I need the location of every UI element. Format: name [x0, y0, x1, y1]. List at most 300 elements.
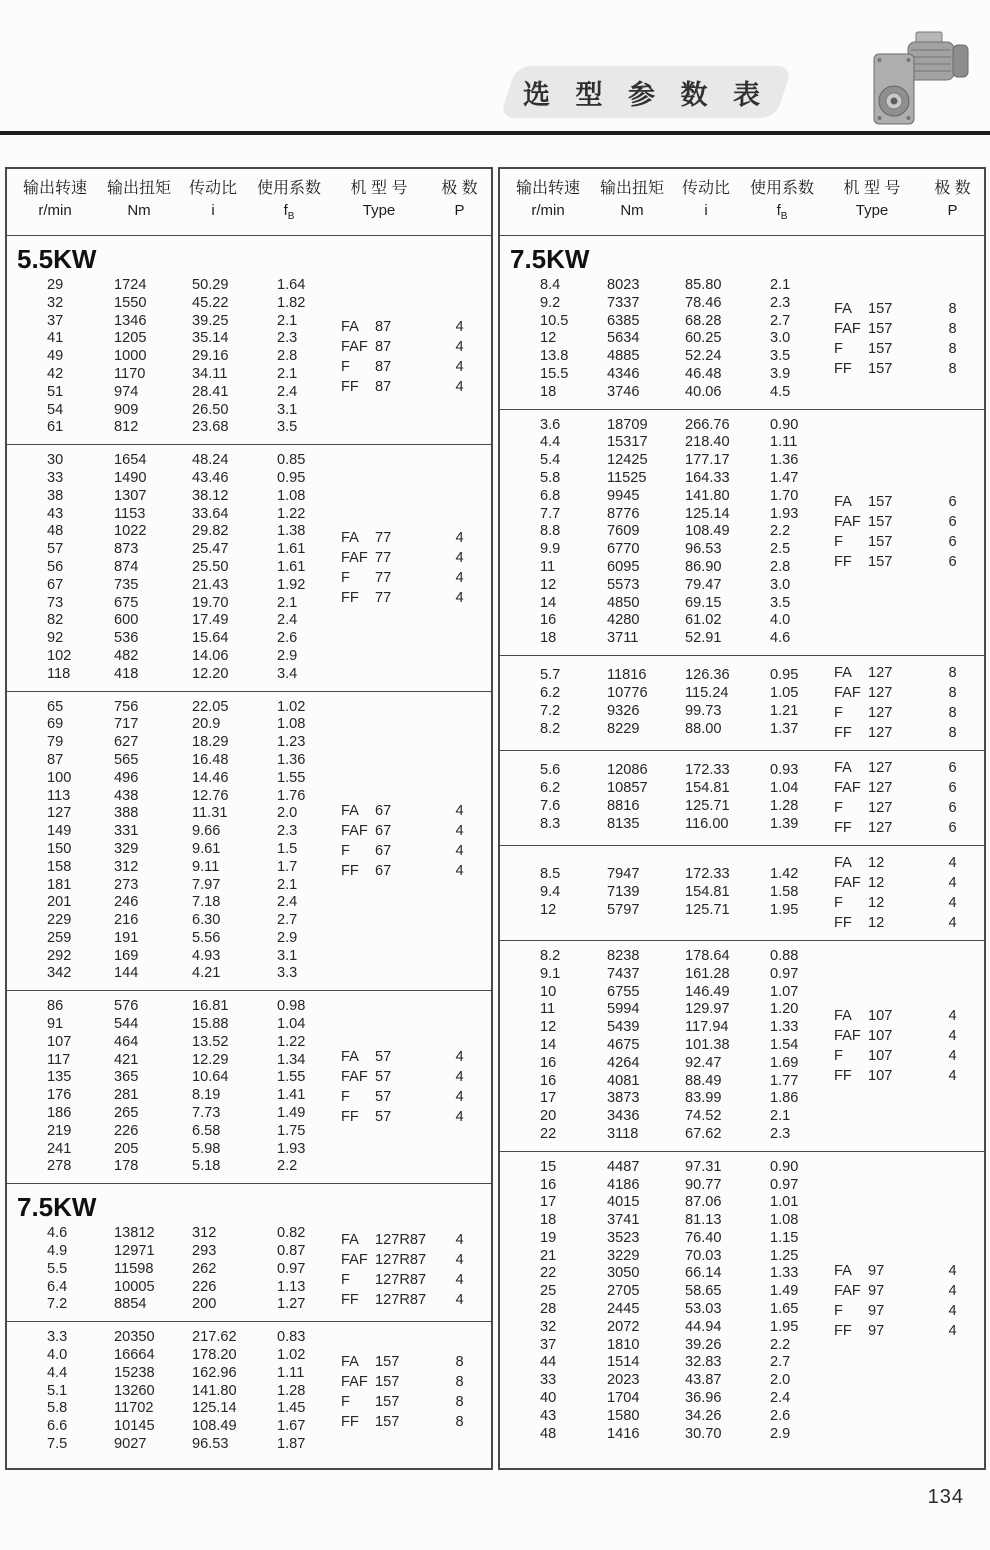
type-cell: [820, 532, 924, 552]
poles-cell: 6: [948, 494, 957, 511]
type-prefix: F: [341, 1271, 350, 1288]
table-row: [500, 1055, 820, 1073]
type-size: 127: [868, 779, 893, 796]
table-row: [7, 1141, 327, 1159]
service-factor-cell: 3.1: [277, 947, 298, 964]
speed-cell: 278: [47, 1158, 72, 1175]
service-factor-cell: 1.93: [277, 1140, 306, 1157]
type-row: [820, 1046, 984, 1066]
selection-table-left: [5, 167, 493, 1470]
type-cell: [820, 319, 924, 339]
speed-cell: 67: [47, 576, 64, 593]
table-row: [500, 1319, 820, 1337]
speed-cell: 6.6: [47, 1418, 68, 1435]
ratio-cell: 39.25: [192, 312, 229, 329]
table-row: [7, 930, 327, 948]
type-size: 12: [868, 914, 885, 931]
speed-cell: 10.5: [540, 312, 569, 329]
type-list: [327, 528, 491, 608]
type-cell: [327, 1067, 431, 1087]
type-row: [327, 1412, 491, 1432]
type-row: [820, 339, 984, 359]
section-body: [500, 948, 984, 1144]
table-row: [500, 523, 820, 541]
ratio-cell: 40.06: [685, 383, 722, 400]
type-size: 57: [375, 1089, 392, 1106]
table-row: [500, 595, 820, 613]
type-row: [820, 683, 984, 703]
service-factor-cell: 1.55: [277, 1069, 306, 1086]
table-section: [7, 235, 491, 444]
speed-cell: 54: [47, 401, 64, 418]
type-size: 157: [868, 534, 893, 551]
speed-cell: 29: [47, 277, 64, 293]
table-row: [500, 866, 820, 884]
type-size: 87: [375, 359, 392, 376]
ratio-cell: 161.28: [685, 965, 730, 982]
type-prefix: FA: [834, 494, 852, 511]
speed-cell: 17: [540, 1090, 557, 1107]
table-row: [7, 1418, 327, 1436]
service-factor-cell: 1.86: [770, 1090, 799, 1107]
poles-cell: 4: [455, 359, 464, 376]
poles-cell: 4: [455, 1271, 464, 1288]
ratio-cell: 7.18: [192, 894, 221, 911]
ratio-cell: 116.00: [685, 815, 729, 832]
type-cell: [327, 1290, 431, 1310]
speed-cell: 48: [540, 1425, 557, 1442]
ratio-cell: 90.77: [685, 1176, 722, 1193]
type-prefix: F: [834, 1047, 843, 1064]
title-banner: [500, 66, 793, 118]
service-factor-cell: 2.7: [770, 1354, 791, 1371]
ratio-cell: 177.17: [685, 452, 730, 469]
type-size: 97: [868, 1263, 885, 1280]
service-factor-cell: 2.7: [277, 912, 298, 929]
column-header-ratio: 传动比 i: [681, 180, 730, 219]
service-factor-cell: 3.5: [770, 594, 791, 611]
poles-cell: 4: [455, 589, 464, 606]
poles-cell: 4: [948, 914, 957, 931]
ratio-cell: 13.52: [192, 1033, 229, 1050]
service-factor-cell: 1.7: [277, 858, 298, 875]
service-factor-cell: 0.83: [277, 1329, 306, 1346]
speed-cell: 7.7: [540, 505, 561, 522]
torque-cell: 8776: [607, 505, 640, 522]
service-factor-cell: 1.45: [277, 1400, 306, 1417]
type-cell: [327, 1392, 431, 1412]
type-size: 12: [868, 874, 885, 891]
torque-cell: 246: [114, 894, 139, 911]
torque-cell: 331: [114, 823, 139, 840]
service-factor-cell: 2.2: [770, 523, 791, 540]
service-factor-cell: 2.1: [277, 876, 298, 893]
ratio-cell: 117.94: [685, 1019, 729, 1036]
speed-cell: 158: [47, 858, 72, 875]
ratio-cell: 68.28: [685, 312, 722, 329]
type-row: [327, 801, 491, 821]
table-row: [7, 1123, 327, 1141]
service-factor-cell: 2.6: [277, 630, 298, 647]
type-prefix: FA: [341, 529, 359, 546]
ratio-cell: 12.76: [192, 787, 229, 804]
torque-cell: 7437: [607, 965, 640, 982]
table-row: [7, 1243, 327, 1261]
type-row: [327, 528, 491, 548]
torque-cell: 482: [114, 647, 139, 664]
type-prefix: FF: [834, 554, 852, 571]
speed-cell: 22: [540, 1265, 557, 1282]
torque-cell: 8854: [114, 1296, 147, 1313]
service-factor-cell: 3.5: [770, 348, 791, 365]
poles-cell: 8: [948, 664, 957, 681]
type-list: [327, 1230, 491, 1310]
table-section: [7, 1321, 491, 1461]
type-size: 127R87: [375, 1291, 427, 1308]
type-row: [327, 1230, 491, 1250]
speed-cell: 49: [47, 348, 64, 365]
torque-cell: 3050: [607, 1265, 640, 1282]
type-size: 77: [375, 569, 392, 586]
torque-cell: 974: [114, 383, 139, 400]
type-row: [327, 1372, 491, 1392]
type-cell: [820, 1301, 924, 1321]
service-factor-cell: 1.20: [770, 1001, 799, 1018]
type-row: [327, 861, 491, 881]
ratio-cell: 19.70: [192, 594, 229, 611]
table-row: [7, 788, 327, 806]
torque-cell: 4850: [607, 594, 640, 611]
service-factor-cell: 1.36: [277, 751, 306, 768]
torque-cell: 496: [114, 769, 139, 786]
torque-cell: 273: [114, 876, 139, 893]
ratio-cell: 28.41: [192, 383, 229, 400]
section-body: [7, 1225, 491, 1314]
type-cell: [820, 1046, 924, 1066]
speed-cell: 20: [540, 1108, 557, 1125]
table-row: [7, 612, 327, 630]
ratio-cell: 141.80: [685, 487, 730, 504]
torque-cell: 9326: [607, 702, 640, 719]
poles-cell: 4: [455, 379, 464, 396]
type-row: [820, 723, 984, 743]
torque-cell: 1346: [114, 312, 147, 329]
data-rows: [7, 998, 327, 1176]
ratio-cell: 78.46: [685, 294, 722, 311]
ratio-cell: 74.52: [685, 1108, 722, 1125]
service-factor-cell: 1.13: [277, 1278, 306, 1295]
type-prefix: F: [341, 842, 350, 859]
type-cell: [820, 798, 924, 818]
service-factor-cell: 2.0: [770, 1372, 791, 1389]
type-prefix: FA: [341, 319, 359, 336]
torque-cell: 565: [114, 751, 139, 768]
speed-cell: 7.5: [47, 1436, 68, 1453]
poles-cell: 4: [455, 1231, 464, 1248]
speed-cell: 7.2: [47, 1296, 68, 1313]
ratio-cell: 125.14: [192, 1400, 237, 1417]
type-row: [820, 873, 984, 893]
type-prefix: FAF: [834, 321, 861, 338]
torque-cell: 16664: [114, 1347, 155, 1364]
service-factor-cell: 1.61: [277, 558, 306, 575]
data-rows: [7, 699, 327, 984]
service-factor-cell: 1.33: [770, 1265, 799, 1282]
torque-cell: 9027: [114, 1436, 147, 1453]
service-factor-cell: 3.1: [277, 401, 298, 418]
poles-cell: 8: [948, 684, 957, 701]
type-size: 127R87: [375, 1271, 427, 1288]
service-factor-cell: 1.76: [277, 787, 306, 804]
service-factor-cell: 2.3: [277, 823, 298, 840]
ratio-cell: 30.70: [685, 1425, 722, 1442]
power-section-title: 7.5KW: [510, 244, 590, 274]
torque-cell: 8135: [607, 815, 640, 832]
speed-cell: 32: [47, 294, 64, 311]
service-factor-cell: 0.82: [277, 1225, 306, 1242]
speed-cell: 4.0: [47, 1347, 68, 1364]
table-row: [7, 859, 327, 877]
speed-cell: 11: [540, 558, 556, 575]
speed-cell: 69: [47, 716, 64, 733]
speed-cell: 12: [540, 901, 557, 918]
ratio-cell: 218.40: [685, 434, 730, 451]
speed-cell: 19: [540, 1229, 557, 1246]
speed-cell: 33: [47, 469, 64, 486]
service-factor-cell: 2.3: [770, 294, 791, 311]
tables-wrap: [5, 167, 986, 1470]
type-cell: [327, 1270, 431, 1290]
service-factor-cell: 2.1: [277, 312, 298, 329]
type-size: 107: [868, 1027, 893, 1044]
ratio-cell: 178.20: [192, 1347, 237, 1364]
type-prefix: FA: [341, 1049, 359, 1066]
service-factor-cell: 0.90: [770, 416, 799, 433]
type-row: [820, 853, 984, 873]
type-cell: [327, 548, 431, 568]
ratio-cell: 146.49: [685, 983, 730, 1000]
ratio-cell: 11.31: [192, 805, 228, 822]
torque-cell: 6095: [607, 558, 640, 575]
type-row: [327, 1270, 491, 1290]
table-row: [500, 1177, 820, 1195]
type-prefix: FA: [834, 664, 852, 681]
ratio-cell: 29.82: [192, 523, 229, 540]
torque-cell: 4487: [607, 1158, 640, 1175]
table-row: [7, 488, 327, 506]
speed-cell: 118: [47, 665, 71, 682]
table-row: [7, 1105, 327, 1123]
table-row: [500, 330, 820, 348]
service-factor-cell: 1.65: [770, 1301, 799, 1318]
service-factor-cell: 1.11: [770, 434, 798, 451]
torque-cell: 735: [114, 576, 139, 593]
poles-cell: 4: [455, 319, 464, 336]
data-rows: [500, 417, 820, 648]
type-cell: [820, 299, 924, 319]
type-size: 67: [375, 842, 392, 859]
service-factor-cell: 1.41: [277, 1087, 306, 1104]
ratio-cell: 125.71: [685, 901, 730, 918]
table-row: [7, 1347, 327, 1365]
torque-cell: 205: [114, 1140, 139, 1157]
poles-cell: 4: [948, 1303, 957, 1320]
type-prefix: FA: [834, 854, 852, 871]
poles-cell: 4: [455, 842, 464, 859]
torque-cell: 756: [114, 698, 139, 715]
section-body: [500, 417, 984, 648]
torque-cell: 6755: [607, 983, 640, 1000]
type-size: 107: [868, 1007, 893, 1024]
torque-cell: 4346: [607, 365, 640, 382]
type-list: [820, 853, 984, 933]
poles-cell: 6: [948, 799, 957, 816]
speed-cell: 16: [540, 1072, 557, 1089]
torque-cell: 265: [114, 1105, 139, 1122]
service-factor-cell: 2.1: [277, 365, 298, 382]
table-row: [500, 1126, 820, 1144]
torque-cell: 11525: [607, 469, 647, 486]
service-factor-cell: 1.82: [277, 294, 306, 311]
type-prefix: FF: [834, 724, 852, 741]
speed-cell: 79: [47, 734, 64, 751]
torque-cell: 329: [114, 840, 139, 857]
service-factor-cell: 2.4: [277, 383, 298, 400]
service-factor-cell: 1.11: [277, 1364, 305, 1381]
torque-cell: 438: [114, 787, 139, 804]
table-section: [7, 990, 491, 1183]
ratio-cell: 172.33: [685, 866, 730, 883]
service-factor-cell: 0.97: [770, 965, 799, 982]
service-factor-cell: 2.9: [277, 929, 298, 946]
table-row: [7, 1329, 327, 1347]
table-row: [7, 1400, 327, 1418]
speed-cell: 28: [540, 1301, 557, 1318]
table-row: [7, 998, 327, 1016]
service-factor-cell: 1.95: [770, 1318, 799, 1335]
type-row: [327, 317, 491, 337]
table-row: [500, 1265, 820, 1283]
table-row: [500, 506, 820, 524]
table-section: [7, 691, 491, 991]
table-row: [500, 1212, 820, 1230]
table-row: [7, 295, 327, 313]
torque-cell: 3746: [607, 383, 640, 400]
service-factor-cell: 3.0: [770, 330, 791, 347]
table-row: [500, 295, 820, 313]
type-prefix: F: [834, 534, 843, 551]
speed-cell: 5.1: [47, 1382, 68, 1399]
type-cell: [820, 1321, 924, 1341]
torque-cell: 6385: [607, 312, 640, 329]
ratio-cell: 43.87: [685, 1372, 722, 1389]
speed-cell: 48: [47, 523, 64, 540]
type-prefix: F: [341, 569, 350, 586]
type-cell: [820, 552, 924, 572]
ratio-cell: 5.18: [192, 1158, 221, 1175]
section-body: [7, 452, 491, 683]
speed-cell: 201: [47, 894, 72, 911]
table-row: [500, 612, 820, 630]
type-cell: [820, 873, 924, 893]
torque-cell: 178: [114, 1158, 139, 1175]
page-title: 选 型 参 数 表: [522, 79, 769, 110]
service-factor-cell: 0.87: [277, 1243, 306, 1260]
speed-cell: 14: [540, 594, 557, 611]
service-factor-cell: 0.90: [770, 1158, 799, 1175]
speed-cell: 6.2: [540, 685, 561, 702]
service-factor-cell: 2.3: [770, 1125, 791, 1142]
speed-cell: 7.6: [540, 797, 561, 814]
ratio-cell: 58.65: [685, 1283, 722, 1300]
speed-cell: 4.9: [47, 1243, 68, 1260]
table-section: [500, 940, 984, 1151]
speed-cell: 8.3: [540, 815, 561, 832]
poles-cell: 6: [948, 779, 957, 796]
table-row: [500, 384, 820, 402]
table-header: [500, 169, 984, 235]
service-factor-cell: 1.49: [770, 1283, 799, 1300]
ratio-cell: 45.22: [192, 294, 229, 311]
speed-cell: 4.4: [47, 1364, 68, 1381]
type-cell: [820, 1066, 924, 1086]
type-size: 127: [868, 759, 893, 776]
speed-cell: 41: [47, 330, 64, 347]
type-prefix: FA: [834, 1263, 852, 1280]
type-row: [820, 1066, 984, 1086]
torque-cell: 10776: [607, 685, 648, 702]
ratio-cell: 48.24: [192, 452, 229, 469]
ratio-cell: 217.62: [192, 1329, 237, 1346]
poles-cell: 8: [455, 1393, 464, 1410]
table-row: [7, 541, 327, 559]
gearmotor-photo: [852, 28, 976, 132]
table-row: [500, 559, 820, 577]
type-prefix: FF: [341, 1291, 359, 1308]
torque-cell: 7139: [607, 884, 640, 901]
table-row: [500, 541, 820, 559]
torque-cell: 3873: [607, 1090, 640, 1107]
speed-cell: 16: [540, 1176, 557, 1193]
torque-cell: 6770: [607, 541, 640, 558]
type-size: 157: [375, 1373, 400, 1390]
type-prefix: FAF: [341, 1069, 368, 1086]
type-cell: [327, 588, 431, 608]
service-factor-cell: 0.85: [277, 452, 306, 469]
type-cell: [820, 512, 924, 532]
ratio-cell: 53.03: [685, 1301, 722, 1318]
type-size: 67: [375, 862, 392, 879]
torque-cell: 873: [114, 541, 139, 558]
type-cell: [820, 1026, 924, 1046]
type-size: 157: [868, 321, 893, 338]
type-prefix: FF: [834, 361, 852, 378]
poles-cell: 4: [948, 874, 957, 891]
torque-cell: 2445: [607, 1301, 640, 1318]
type-prefix: FAF: [341, 1251, 368, 1268]
section-body: [7, 699, 491, 984]
ratio-cell: 6.30: [192, 912, 221, 929]
table-row: [500, 984, 820, 1002]
type-list: [820, 299, 984, 379]
type-list: [327, 1352, 491, 1432]
type-size: 97: [868, 1303, 885, 1320]
service-factor-cell: 2.6: [770, 1407, 791, 1424]
ratio-cell: 35.14: [192, 330, 229, 347]
table-row: [500, 313, 820, 331]
table-row: [7, 452, 327, 470]
service-factor-cell: 1.08: [770, 1212, 799, 1229]
